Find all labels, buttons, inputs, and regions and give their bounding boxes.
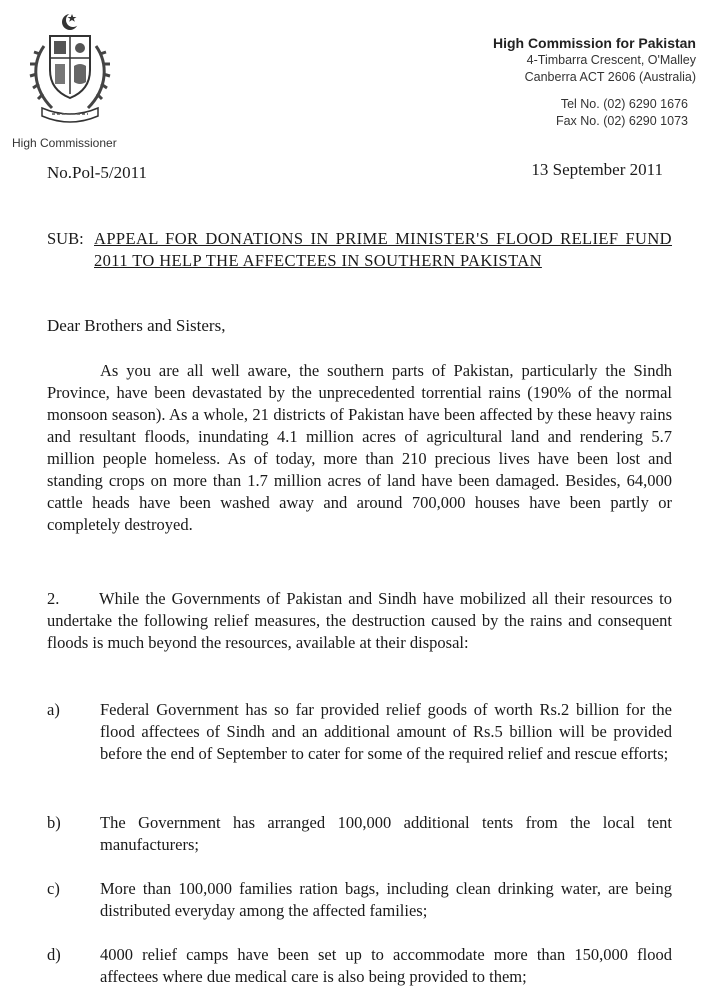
address-line-1: 4-Timbarra Crescent, O'Malley [526,53,696,67]
telephone-number: Tel No. (02) 6290 1676 [560,97,688,111]
list-item [47,699,672,765]
state-emblem-icon [22,8,118,128]
paragraph-1: As you are all well aware, the southern parts of Pakistan, particularly the Sindh Province, have been devastated by the unprecedented torrential rains (190% of the normal monsoon season). As a whole, 21 districts of Pakistan have been affected by these heavy rains and resultant floods, inundating 4.1 million acres of agricultural land and rendering 5.7 million people homeless. As of today, more than 210 precious lives have been lost and standing crops on more than 1.7 million acres of land have been damaged. Besides, 64,000 cattle heads have been washed away and around 700,000 houses have been partly or completely destroyed. [47,361,672,534]
organization-name: High Commission for Pakistan [492,35,696,51]
letterhead [493,34,696,130]
subject-line [47,228,672,272]
list-item [47,812,672,856]
paragraph-2 [47,588,672,654]
list-item-marker: c) [47,879,60,898]
list-item-marker: d) [47,945,61,964]
letter-date: 13 September 2011 [531,160,663,179]
paragraph-2-text: While the Governments of Pakistan and Sindh have mobilized all their resources to undertake the following relief measures, the destruction caused by the rains and consequent floods is much beyond the resources, available at their disposal: [47,589,672,652]
subject-label: SUB: [47,229,84,248]
list-item-text: More than 100,000 families ration bags, including clean drinking water, are being distributed everyday among the affected families; [100,879,672,920]
list-item [47,878,672,922]
fax-number: Fax No. (02) 6290 1073 [555,114,688,128]
salutation: Dear Brothers and Sisters, [47,316,226,335]
paragraph-2-number: 2. [47,589,60,608]
list-item-marker: b) [47,813,61,832]
list-item-text: 4000 relief camps have been set up to accommodate more than 150,000 flood affectees where due medical care is also being provided to them; [100,945,672,986]
address-line-2: Canberra ACT 2606 (Australia) [524,70,696,84]
emblem-caption: High Commissioner [12,136,117,150]
reference-number: No.Pol-5/2011 [47,163,147,182]
list-item-text: The Government has arranged 100,000 additional tents from the local tent manufacturers; [100,813,672,854]
list-item-text: Federal Government has so far provided relief goods of worth Rs.2 billion for the flood affectees of Sindh and an additional amount of Rs.5 billion will be provided before the end of September to cater for some of the required relief and rescue efforts; [100,700,672,763]
subject-text: APPEAL FOR DONATIONS IN PRIME MINISTER'S FLOOD RELIEF FUND 2011 TO HELP THE AFFECTEES IN SOUTHERN PAKISTAN [94,229,672,270]
list-item-marker: a) [47,700,60,719]
list-item [47,944,672,988]
